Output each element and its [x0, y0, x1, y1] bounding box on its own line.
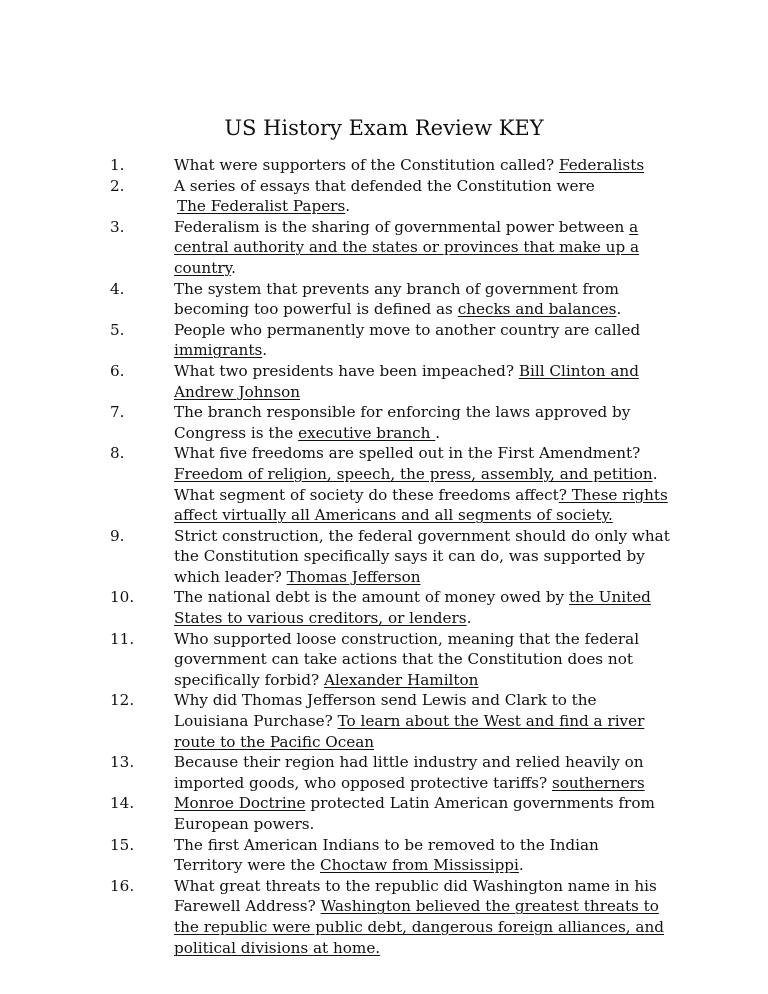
item-number: 16.: [110, 876, 135, 895]
answer-text: executive branch: [298, 423, 436, 442]
item-number: 11.: [110, 629, 135, 648]
answer-tail: .: [652, 464, 658, 483]
item-number: 7.: [110, 403, 125, 422]
answer-text: Washington believed the greatest threats to the republic were public debt, dangerous foreign alliances, and political divisions at home.: [174, 897, 664, 957]
question-text-secondary: What segment of society do these freedoms affect: [174, 485, 559, 504]
answer-text-secondary: ? These rights affect virtually all Americans and all segments of society.: [174, 485, 668, 525]
question-text: What great threats to the republic did Washington name in his Farewell Address?: [174, 876, 657, 916]
item-number: 10.: [110, 588, 135, 607]
answer-tail: .: [262, 341, 268, 360]
item-number: 2.: [110, 176, 125, 195]
answer-text: a central authority and the states or provinces that make up a country: [174, 217, 640, 277]
answer-tail: .: [435, 423, 441, 442]
list-item: [110, 279, 670, 320]
answer-tail: .: [345, 197, 351, 216]
answer-text: Bill Clinton and Andrew Johnson: [174, 361, 639, 401]
answer-text: Alexander Hamilton: [323, 670, 479, 689]
item-number: 4.: [110, 279, 125, 298]
item-number: 1.: [110, 156, 125, 174]
list-item: [110, 793, 670, 834]
answer-tail: .: [616, 300, 622, 319]
answer-text: To learn about the West and find a river route to the Pacific Ocean: [174, 712, 645, 751]
list-item: [110, 155, 670, 176]
item-number: 15.: [110, 835, 135, 854]
list-item: [110, 443, 670, 525]
list-item: [110, 587, 670, 628]
page-title: US History Exam Review KEY: [224, 116, 544, 140]
question-list: [110, 155, 670, 958]
item-number: 6.: [110, 361, 125, 380]
list-item: [110, 835, 670, 876]
question-text: The first American Indians to be removed to the Indian Territory were the: [174, 835, 599, 875]
question-text: Why did Thomas Jefferson send Lewis and Clark to the Louisiana Purchase?: [174, 691, 597, 731]
item-number: 14.: [110, 794, 135, 813]
answer-text: southerners: [551, 773, 645, 792]
answer-tail: protected Latin American governments from European powers.: [174, 794, 655, 833]
question-text: People who permanently move to another country are called: [174, 320, 641, 339]
question-text: What two presidents have been impeached?: [174, 361, 519, 380]
answer-text: Freedom of religion, speech, the press, assembly, and petition: [174, 464, 653, 483]
item-number: 3.: [110, 217, 125, 236]
answer-text: The Federalist Papers: [177, 197, 346, 216]
item-number: 5.: [110, 320, 125, 339]
question-text: The system that prevents any branch of government from becoming too powerful is defined as: [174, 279, 619, 319]
answer-tail: .: [518, 856, 524, 875]
answer-tail: .: [231, 258, 236, 277]
answer-text: Monroe Doctrine: [174, 794, 306, 813]
answer-tail: .: [466, 609, 472, 628]
question-text: Strict construction, the federal government should do only what the Constitution specifically says it can do, was supported by which leader?: [174, 526, 670, 586]
answer-text: checks and balances: [457, 300, 617, 319]
list-item: [110, 320, 670, 361]
question-text: Because their region had little industry and relied heavily on imported goods, who opposed protective tariffs?: [174, 753, 644, 792]
question-text: Federalism is the sharing of governmental power between: [174, 217, 630, 236]
list-item: [110, 752, 670, 793]
answer-text: immigrants: [174, 341, 263, 360]
question-text: What were supporters of the Constitution called?: [174, 156, 559, 174]
list-item: [110, 690, 670, 752]
question-text: The branch responsible for enforcing the laws approved by Congress is the: [174, 403, 631, 442]
question-text: What five freedoms are spelled out in the First Amendment?: [174, 444, 641, 463]
item-number: 13.: [110, 753, 135, 772]
answer-text: Thomas Jefferson: [286, 567, 421, 586]
question-text: A series of essays that defended the Constitution were: [174, 176, 595, 195]
list-item: [110, 876, 670, 958]
list-item: [110, 361, 670, 402]
list-item: [110, 526, 670, 588]
list-item: [110, 402, 670, 443]
list-item: [110, 217, 670, 279]
question-text: Who supported loose construction, meaning that the federal government can take actions that the Constitution does not specifically forbid?: [174, 629, 640, 689]
question-text: The national debt is the amount of money owed by: [174, 588, 569, 607]
item-number: 9.: [110, 526, 125, 545]
item-number: 8.: [110, 444, 125, 463]
item-number: 12.: [110, 691, 135, 710]
list-item: [110, 629, 670, 691]
answer-text: the United States to various creditors, or lenders: [174, 588, 651, 628]
list-item: [110, 176, 670, 217]
answer-text: Choctaw from Mississippi: [320, 856, 519, 875]
answer-text: Federalists: [558, 156, 645, 174]
